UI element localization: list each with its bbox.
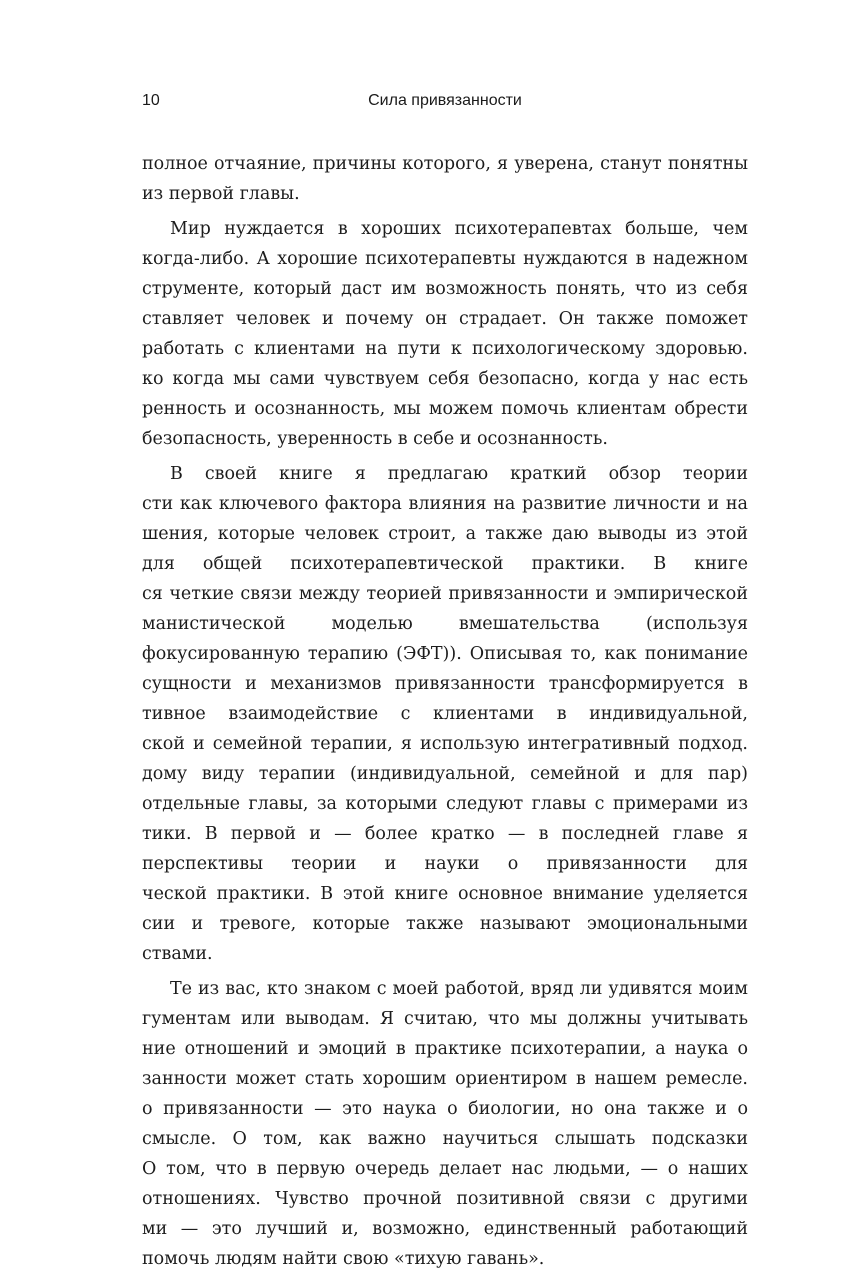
text-line: безопасность, уверенность в себе и осознанность. [142, 429, 608, 449]
text-line: сти как ключевого фактора влияния на развитие личности и на [142, 494, 748, 514]
text-line: занности может стать хорошим ориентиром в нашем ремесле. [142, 1069, 748, 1089]
paragraph [142, 974, 748, 1274]
text-line: Те из вас, кто знаком с моей работой, вряд ли удивятся моим [170, 979, 748, 999]
text-line: шения, которые человек строит, а также даю выводы из этой [142, 524, 748, 544]
text-line: тики. В первой и — более кратко — в последней главе я [142, 824, 748, 844]
text-line: полное отчаяние, причины которого, я уверена, станут понятны [142, 154, 748, 174]
text-line: ся четкие связи между теорией привязанности и эмпирической [142, 584, 748, 604]
text-line: для общей психотерапевтической практики. В книге [142, 554, 748, 574]
paragraph [142, 214, 748, 454]
text-line: манистической моделью вмешательства (используя [142, 614, 748, 634]
text-line: смысле. О том, как важно научиться слышать подсказки [142, 1129, 748, 1149]
text-line: сии и тревоге, которые также называют эмоциональными [142, 914, 748, 934]
text-line: работать с клиентами на пути к психологическому здоровью. [142, 339, 748, 359]
text-line: ко когда мы сами чувствуем себя безопасно, когда у нас есть [142, 369, 748, 389]
text-line: когда-либо. А хорошие психотерапевты нуждаются в надежном [142, 249, 748, 269]
text-line: струменте, который даст им возможность понять, что из себя [142, 279, 748, 299]
text-line: отдельные главы, за которыми следуют главы с примерами из [142, 794, 748, 814]
text-line: отношениях. Чувство прочной позитивной связи с другими [142, 1189, 748, 1209]
text-line: О том, что в первую очередь делает нас людьми, — о наших [142, 1159, 748, 1179]
text-line: перспективы теории и науки о привязанности для [142, 854, 748, 874]
text-line: из первой главы. [142, 184, 300, 204]
text-line: фокусированную терапию (ЭФТ)). Описывая то, как понимание [142, 644, 748, 664]
text-line: ренность и осознанность, мы можем помочь клиентам обрести [142, 399, 748, 419]
text-line: гументам или выводам. Я считаю, что мы должны учитывать [142, 1009, 748, 1029]
text-line: помочь людям найти свою «тихую гавань». [142, 1249, 545, 1269]
paragraph [142, 459, 748, 969]
text-line: ние отношений и эмоций в практике психотерапии, а наука о [142, 1039, 748, 1059]
text-line: ми — это лучший и, возможно, единственный работающий [142, 1219, 748, 1239]
text-line: ческой практики. В этой книге основное внимание уделяется [142, 884, 748, 904]
running-title: Сила привязанности [368, 92, 522, 109]
text-line: ствами. [142, 944, 213, 964]
text-line: сущности и механизмов привязанности трансформируется в [142, 674, 748, 694]
text-line: тивное взаимодействие с клиентами в индивидуальной, [142, 704, 748, 724]
text-line: о привязанности — это наука о биологии, но она также и о [142, 1099, 748, 1119]
body-text [142, 149, 748, 1274]
text-line: дому виду терапии (индивидуальной, семейной и для пар) [142, 764, 748, 784]
page-number: 10 [142, 92, 160, 109]
text-line: ской и семейной терапии, я использую интегративный подход. [142, 734, 748, 754]
text-line: ставляет человек и почему он страдает. Он также поможет [142, 309, 748, 329]
text-line: Мир нуждается в хороших психотерапевтах больше, чем [170, 219, 748, 239]
paragraph [142, 149, 748, 209]
text-line: В своей книге я предлагаю краткий обзор теории [170, 464, 748, 484]
running-head [142, 92, 748, 116]
